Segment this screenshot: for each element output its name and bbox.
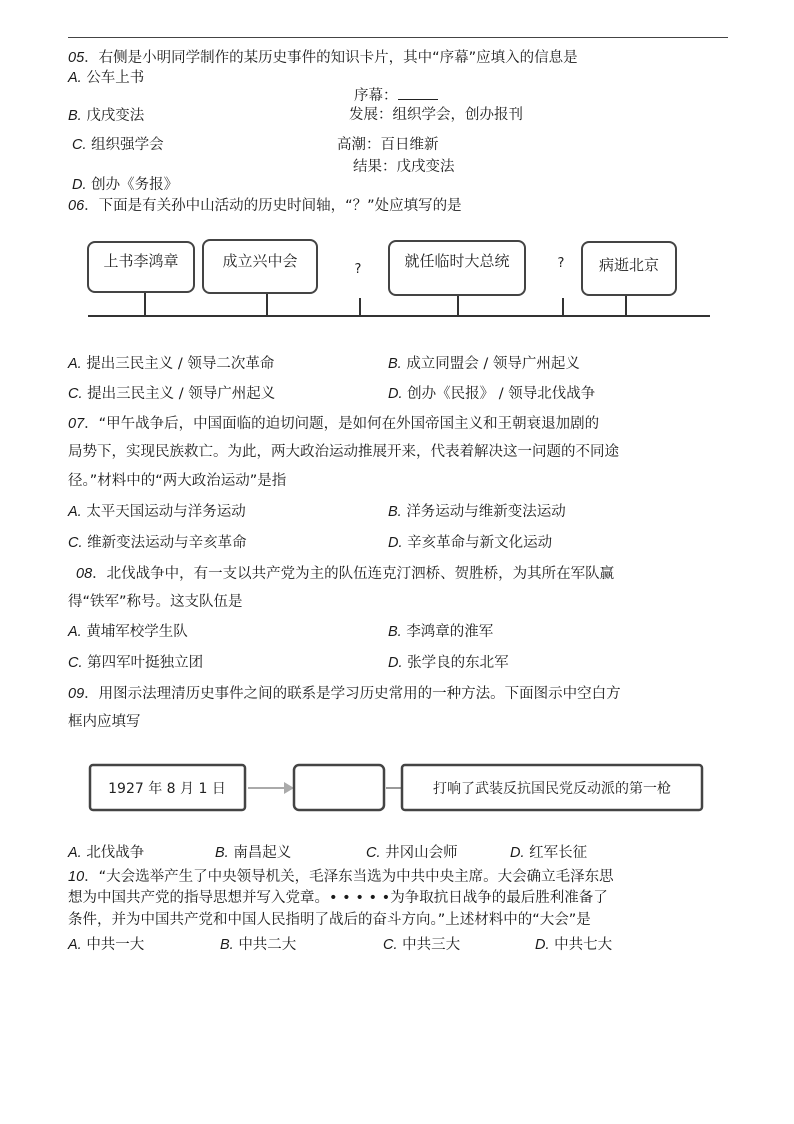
q05-card-xumu: 序幕： — [354, 85, 438, 106]
q05-card-gaochao: 高潮：百日维新 — [337, 137, 439, 153]
q05-option-b[interactable]: B. 戊戌变法 — [68, 108, 145, 124]
timeline-label-4: 病逝北京 — [598, 256, 660, 274]
q07-option-d[interactable]: D. 辛亥革命与新文化运动 — [388, 535, 553, 551]
question-06-stem: 06．下面是有关孙中山活动的历史时间轴，“？”处应填写的是 — [68, 198, 462, 214]
q10-option-a[interactable]: A. 中共一大 — [68, 937, 145, 953]
question-07-line-2: 局势下，实现民族救亡。为此，两大政治运动推展开来，代表着解决这一问题的不同途 — [68, 444, 619, 460]
timeline-question-1: ? — [354, 262, 362, 277]
q06-option-b[interactable]: B. 成立同盟会 / 领导广州起义 — [388, 356, 580, 372]
q10-option-c[interactable]: C. 中共三大 — [383, 937, 461, 953]
q09-option-b[interactable]: B. 南昌起义 — [215, 845, 292, 861]
flow-result-label: 打响了武装反抗国民党反动派的第一枪 — [433, 781, 671, 797]
q10-option-d[interactable]: D. 中共七大 — [535, 937, 613, 953]
question-10-line-3: 条件，并为中国共产党和中国人民指明了战后的奋斗方向。”上述材料中的“大会”是 — [68, 912, 591, 928]
q10-option-b[interactable]: B. 中共二大 — [220, 937, 297, 953]
q08-option-a[interactable]: A. 黄埔军校学生队 — [68, 624, 188, 640]
q07-option-c[interactable]: C. 维新变法运动与辛亥革命 — [68, 535, 247, 551]
q05-card-fazhan: 发展：组织学会，创办报刊 — [349, 107, 523, 123]
question-10-line-1: 10．“大会选举产生了中央领导机关，毛泽东当选为中共中央主席。大会确立毛泽东思 — [68, 869, 614, 885]
question-09-line-1: 09．用图示法理清历史事件之间的联系是学习历史常用的一种方法。下面图示中空白方 — [68, 686, 621, 702]
q05-option-d[interactable]: D. 创办《务报》 — [72, 177, 179, 193]
flow-box-blank — [294, 765, 384, 810]
q06-option-c[interactable]: C. 提出三民主义 / 领导广州起义 — [68, 386, 276, 402]
q06-option-a[interactable]: A. 提出三民主义 / 领导二次革命 — [68, 356, 275, 372]
question-07-line-1: 07．“甲午战争后，中国面临的迫切问题，是如何在外国帝国主义和王朝衰退加剧的 — [68, 416, 600, 432]
timeline-question-2: ? — [557, 256, 565, 271]
question-05-stem: 05．右侧是小明同学制作的某历史事件的知识卡片，其中“序幕”应填入的信息是 — [68, 50, 578, 66]
q05-option-c[interactable]: C. 组织强学会 — [72, 137, 164, 153]
q07-option-b[interactable]: B. 洋务运动与维新变法运动 — [388, 504, 566, 520]
q07-option-a[interactable]: A. 太平天国运动与洋务运动 — [68, 504, 246, 520]
q08-option-c[interactable]: C. 第四军叶挺独立团 — [68, 655, 204, 671]
question-08-line-2: 得“铁军”称号。这支队伍是 — [68, 594, 243, 610]
question-07-line-3: 径。”材料中的“两大政治运动”是指 — [68, 473, 287, 489]
q05-option-a[interactable]: A. 公车上书 — [68, 70, 145, 86]
q09-option-d[interactable]: D. 红军长征 — [510, 845, 588, 861]
timeline-label-2: 成立兴中会 — [222, 252, 298, 270]
q09-option-c[interactable]: C. 井冈山会师 — [366, 845, 458, 861]
q09-option-a[interactable]: A. 北伐战争 — [68, 845, 145, 861]
q08-option-d[interactable]: D. 张学良的东北军 — [388, 655, 509, 671]
q05-blank — [398, 85, 438, 100]
q08-option-b[interactable]: B. 李鸿章的淮军 — [388, 624, 494, 640]
flow-arrowhead-1 — [284, 782, 294, 794]
flow-date-label: 1927 年 8 月 1 日 — [108, 781, 226, 797]
timeline-label-3: 就任临时大总统 — [404, 252, 510, 270]
question-09-line-2: 框内应填写 — [68, 714, 141, 730]
nanchang-flow-diagram — [80, 755, 705, 825]
q05-card-jieguo: 结果：戊戌变法 — [353, 159, 455, 175]
timeline-label-1: 上书李鸿章 — [103, 252, 179, 270]
header-rule — [68, 37, 728, 38]
sun-yatsen-timeline — [80, 228, 720, 328]
question-08-line-1: 08．北伐战争中，有一支以共产党为主的队伍连克汀泗桥、贺胜桥，为其所在军队赢 — [76, 566, 615, 582]
q06-option-d[interactable]: D. 创办《民报》 / 领导北伐战争 — [388, 386, 596, 402]
question-10-line-2: 想为中国共产党的指导思想并写入党章。• • • • •为争取抗日战争的最后胜利准备了 — [68, 890, 608, 906]
